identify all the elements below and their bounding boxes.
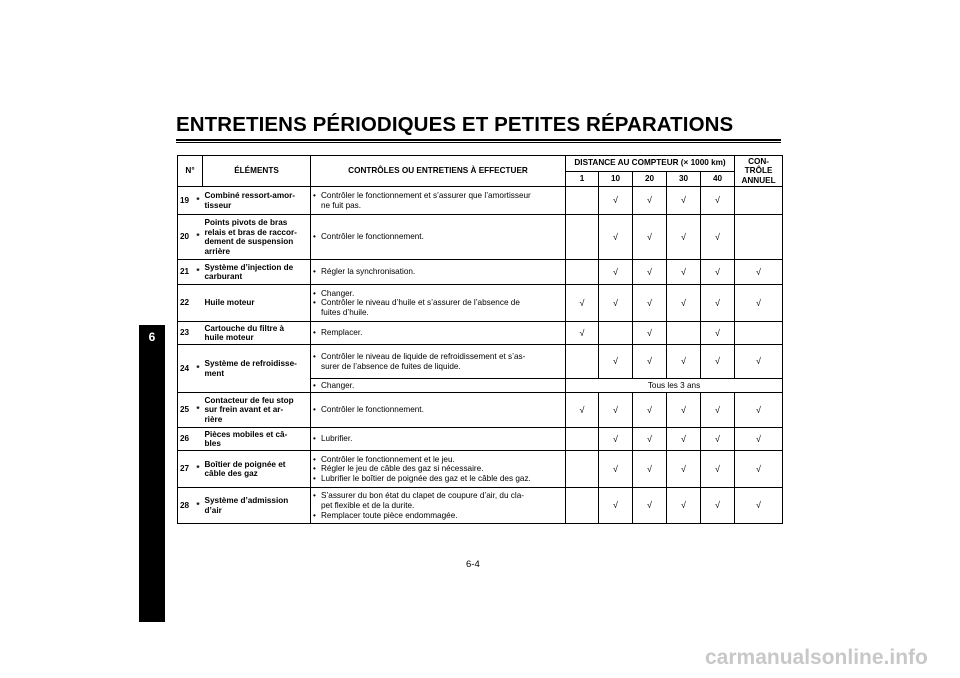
check-mark: √ (633, 428, 667, 451)
row-element: Boîtier de poignée et câble des gaz (203, 451, 311, 488)
maintenance-table (177, 155, 783, 524)
header-distance: DISTANCE AU COMPTEUR (× 1000 km) (566, 156, 735, 172)
header-km-10: 10 (599, 171, 633, 187)
check-mark: √ (633, 393, 667, 428)
check-mark (566, 345, 599, 379)
check-mark: √ (667, 488, 701, 524)
operation-item: • Régler le jeu de câble des gaz si nécessaire. (313, 464, 563, 474)
row-number: 28 (178, 488, 194, 524)
row-star: * (194, 451, 203, 488)
row-number: 27 (178, 451, 194, 488)
check-mark: √ (599, 187, 633, 215)
row-operations (311, 260, 566, 285)
check-mark (566, 215, 599, 260)
check-mark: √ (701, 428, 735, 451)
operation-item: • Contrôler le niveau de liquide de refroidissement et s’as- surer de l’absence de fuites de liquide. (313, 352, 563, 371)
check-mark (599, 322, 633, 345)
check-mark (566, 187, 599, 215)
row-star: * (194, 393, 203, 428)
check-mark: √ (633, 187, 667, 215)
check-mark: √ (667, 285, 701, 322)
check-mark: √ (735, 260, 783, 285)
check-mark: √ (566, 285, 599, 322)
row-star: * (194, 488, 203, 524)
check-mark: √ (701, 285, 735, 322)
check-mark: √ (599, 451, 633, 488)
row-number: 21 (178, 260, 194, 285)
page-number: 6-4 (466, 559, 480, 570)
check-mark: √ (701, 488, 735, 524)
row-element: Pièces mobiles et câ- bles (203, 428, 311, 451)
check-mark: √ (735, 488, 783, 524)
check-mark: √ (566, 393, 599, 428)
row-operations (311, 285, 566, 322)
check-mark: √ (735, 393, 783, 428)
check-mark: √ (599, 488, 633, 524)
check-mark: √ (599, 345, 633, 379)
row-operations (311, 488, 566, 524)
row-star: * (194, 215, 203, 260)
check-mark: √ (633, 260, 667, 285)
row-number: 26 (178, 428, 194, 451)
row-element: Système d’injection de carburant (203, 260, 311, 285)
watermark: carmanualsonline.info (705, 646, 928, 669)
table-row (178, 260, 783, 285)
operation-item: • Contrôler le fonctionnement. (313, 405, 563, 415)
operation-item: • Contrôler le fonctionnement et s’assurer que l’amortisseur ne fuit pas. (313, 191, 563, 210)
check-mark: √ (667, 215, 701, 260)
check-mark: √ (599, 260, 633, 285)
check-mark: √ (735, 285, 783, 322)
check-mark (735, 187, 783, 215)
header-km-30: 30 (667, 171, 701, 187)
title-rule (176, 139, 781, 141)
table-row (178, 187, 783, 215)
check-mark: √ (701, 215, 735, 260)
interval-note: Tous les 3 ans (566, 379, 783, 393)
operation-item: • Régler la synchronisation. (313, 267, 563, 277)
row-number: 23 (178, 322, 194, 345)
row-number: 25 (178, 393, 194, 428)
row-star (194, 285, 203, 322)
operation-item: • Lubrifier. (313, 434, 563, 444)
operation-item: • Remplacer toute pièce endommagée. (313, 511, 563, 521)
check-mark: √ (633, 345, 667, 379)
check-mark (566, 428, 599, 451)
row-number: 19 (178, 187, 194, 215)
check-mark: √ (633, 451, 667, 488)
check-mark: √ (633, 215, 667, 260)
check-mark: √ (701, 393, 735, 428)
row-element: Combiné ressort-amor- tisseur (203, 187, 311, 215)
check-mark: √ (599, 285, 633, 322)
operation-item: • Changer. (313, 381, 563, 391)
check-mark: √ (701, 260, 735, 285)
title-rule-thin (176, 142, 781, 143)
check-mark: √ (735, 451, 783, 488)
row-element: Huile moteur (203, 285, 311, 322)
check-mark: √ (701, 322, 735, 345)
check-mark: √ (599, 393, 633, 428)
row-star: * (194, 345, 203, 393)
check-mark (566, 488, 599, 524)
check-mark: √ (667, 260, 701, 285)
row-operations (311, 379, 566, 393)
row-element: Cartouche du filtre à huile moteur (203, 322, 311, 345)
row-number: 20 (178, 215, 194, 260)
row-element: Système d’admission d’air (203, 488, 311, 524)
operation-item: • Contrôler le fonctionnement. (313, 232, 563, 242)
row-operations (311, 393, 566, 428)
check-mark: √ (599, 428, 633, 451)
check-mark: √ (667, 345, 701, 379)
check-mark: √ (633, 322, 667, 345)
operation-item: • Lubrifier le boîtier de poignée des gaz et le câble des gaz. (313, 474, 563, 484)
check-mark: √ (633, 488, 667, 524)
check-mark: √ (667, 187, 701, 215)
row-number: 22 (178, 285, 194, 322)
header-km-40: 40 (701, 171, 735, 187)
header-elements: ÉLÉMENTS (203, 156, 311, 187)
check-mark: √ (667, 451, 701, 488)
row-operations (311, 215, 566, 260)
header-km-1: 1 (566, 171, 599, 187)
table-row (178, 393, 783, 428)
check-mark: √ (667, 393, 701, 428)
operation-item: • Changer. (313, 289, 563, 299)
row-operations (311, 322, 566, 345)
row-star (194, 322, 203, 345)
check-mark (566, 260, 599, 285)
table-row (178, 488, 783, 524)
chapter-tab (139, 325, 165, 622)
check-mark (667, 322, 701, 345)
row-operations (311, 428, 566, 451)
check-mark: √ (735, 428, 783, 451)
check-mark: √ (701, 345, 735, 379)
table-row (178, 215, 783, 260)
table-row (178, 345, 783, 379)
chapter-number: 6 (148, 330, 156, 344)
table-row (178, 428, 783, 451)
operation-item: • Remplacer. (313, 328, 563, 338)
check-mark: √ (566, 322, 599, 345)
operation-item: • S’assurer du bon état du clapet de coupure d’air, du cla- pet flexible et de la durite. (313, 491, 563, 510)
check-mark: √ (633, 285, 667, 322)
row-star: * (194, 260, 203, 285)
table-row (178, 322, 783, 345)
row-operations (311, 345, 566, 379)
row-star (194, 428, 203, 451)
row-number: 24 (178, 345, 194, 393)
operation-item: • Contrôler le fonctionnement et le jeu. (313, 455, 563, 465)
row-element: Points pivots de bras relais et bras de raccor- dement de suspension arrière (203, 215, 311, 260)
row-star: * (194, 187, 203, 215)
header-operations: CONTRÔLES OU ENTRETIENS À EFFECTUER (311, 156, 566, 187)
header-annual: CON- TRÔLE ANNUEL (735, 156, 783, 187)
row-element: Système de refroidisse- ment (203, 345, 311, 393)
check-mark (566, 451, 599, 488)
operation-item: • Contrôler le niveau d’huile et s’assurer de l’absence de fuites d’huile. (313, 298, 563, 317)
table-row (178, 451, 783, 488)
check-mark: √ (667, 428, 701, 451)
page-title: ENTRETIENS PÉRIODIQUES ET PETITES RÉPARATIONS (176, 113, 734, 136)
header-km-20: 20 (633, 171, 667, 187)
check-mark: √ (735, 345, 783, 379)
check-mark (735, 322, 783, 345)
check-mark: √ (701, 187, 735, 215)
row-element: Contacteur de feu stop sur frein avant et ar- rière (203, 393, 311, 428)
check-mark: √ (599, 215, 633, 260)
check-mark (735, 215, 783, 260)
check-mark: √ (701, 451, 735, 488)
row-operations (311, 187, 566, 215)
table-row (178, 285, 783, 322)
header-num: N° (178, 156, 203, 187)
row-operations (311, 451, 566, 488)
